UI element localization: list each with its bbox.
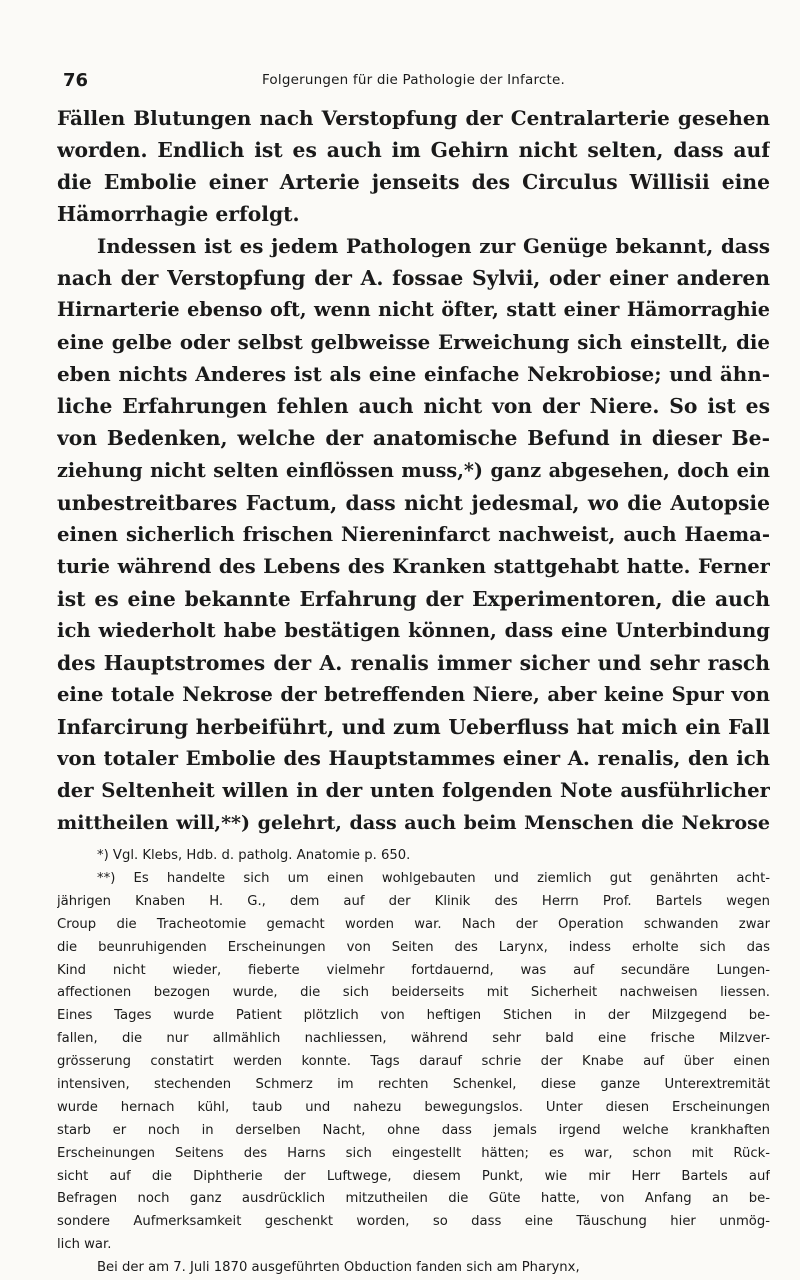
text-line: ich wiederholt habe bestätigen können, dass eine Unterbindung bbox=[57, 618, 770, 642]
text-line: liche Erfahrungen fehlen auch nicht von der Niere. So ist es bbox=[57, 394, 770, 419]
text-line: eine totale Nekrose der betreffenden Niere, aber keine Spur von bbox=[57, 682, 770, 706]
footnote-line: fallen, die nur allmählich nachliessen, während sehr bald eine frische Milzver- bbox=[57, 1031, 770, 1047]
footnote-line: intensiven, stechenden Schmerz im rechten Schenkel, diese ganze Unterextremität bbox=[57, 1076, 770, 1092]
text-line: turie während des Lebens des Kranken stattgehabt hatte. Ferner bbox=[57, 554, 770, 578]
footnote-line: sicht auf die Diphtherie der Luftwege, diesem Punkt, wie mir Herr Bartels auf bbox=[57, 1168, 770, 1184]
main-text bbox=[57, 102, 770, 839]
footnote-line: wurde hernach kühl, taub und nahezu bewegungslos. Unter diesen Erscheinungen bbox=[57, 1099, 770, 1115]
footnote-line: **) Es handelte sich um einen wohlgebauten und ziemlich gut genährten acht- bbox=[97, 870, 770, 886]
footnotes bbox=[57, 845, 770, 1280]
text-line: der Seltenheit willen in der unten folgenden Note ausführlicher bbox=[57, 778, 770, 802]
footnote-line: jährigen Knaben H. G., dem auf der Klinik des Herrn Prof. Bartels wegen bbox=[57, 893, 770, 909]
footnote-line: Bei der am 7. Juli 1870 ausgeführten Obduction fanden sich am Pharynx, bbox=[97, 1260, 580, 1276]
text-line: nach der Verstopfung der A. fossae Sylvii, oder einer anderen bbox=[57, 266, 770, 291]
text-line: einen sicherlich frischen Niereninfarct nachweist, auch Haema- bbox=[57, 522, 770, 546]
text-line: unbestreitbares Factum, dass nicht jedesmal, wo die Autopsie bbox=[57, 490, 770, 515]
text-line: ziehung nicht selten einflössen muss,*) ganz abgesehen, doch ein bbox=[57, 458, 770, 482]
text-line: von Bedenken, welche der anatomische Befund in dieser Be- bbox=[57, 426, 770, 451]
footnote-line: Eines Tages wurde Patient plötzlich von heftigen Stichen in der Milzgegend be- bbox=[57, 1008, 770, 1024]
footnote-line: Kind nicht wieder, fieberte vielmehr fortdauernd, was auf secundäre Lungen- bbox=[57, 962, 770, 978]
text-line: von totaler Embolie des Hauptstammes einer A. renalis, den ich bbox=[57, 746, 770, 770]
text-line: Hirnarterie ebenso oft, wenn nicht öfter, statt einer Hämorraghie bbox=[57, 298, 770, 322]
text-line: Indessen ist es jedem Pathologen zur Genüge bekannt, dass bbox=[97, 234, 770, 259]
text-line: worden. Endlich ist es auch im Gehirn nicht selten, dass auf bbox=[57, 138, 770, 163]
footnote-line: Befragen noch ganz ausdrücklich mitzutheilen die Güte hatte, von Anfang an be- bbox=[57, 1191, 770, 1207]
footnote-line: die beunruhigenden Erscheinungen von Seiten des Larynx, indess erholte sich das bbox=[57, 939, 770, 955]
footnote-line: Erscheinungen Seitens des Harns sich eingestellt hätten; es war, schon mit Rück- bbox=[57, 1145, 770, 1161]
text-line: ist es eine bekannte Erfahrung der Experimentoren, die auch bbox=[57, 586, 770, 611]
page-header bbox=[57, 70, 770, 100]
text-line: des Hauptstromes der A. renalis immer sicher und sehr rasch bbox=[57, 650, 770, 675]
text-line: Hämorrhagie erfolgt. bbox=[57, 202, 300, 227]
page-number: 76 bbox=[63, 70, 89, 91]
footnote-line: grösserung constatirt werden konnte. Tags darauf schrie der Knabe auf über einen bbox=[57, 1054, 770, 1070]
text-line: Infarcirung herbeiführt, und zum Ueberfluss hat mich ein Fall bbox=[57, 714, 770, 739]
footnote-line: lich war. bbox=[57, 1237, 112, 1253]
text-line: eine gelbe oder selbst gelbweisse Erweichung sich einstellt, die bbox=[57, 330, 770, 355]
footnote-line: Croup die Tracheotomie gemacht worden war. Nach der Operation schwanden zwar bbox=[57, 916, 770, 932]
running-title: Folgerungen für die Pathologie der Infarcte. bbox=[261, 72, 566, 88]
footnote-line: *) Vgl. Klebs, Hdb. d. patholg. Anatomie p. 650. bbox=[97, 848, 411, 864]
text-line: Fällen Blutungen nach Verstopfung der Centralarterie gesehen bbox=[57, 106, 770, 130]
book-page bbox=[57, 70, 770, 1280]
footnote-line: affectionen bezogen wurde, die sich beiderseits mit Sicherheit nachweisen liessen. bbox=[57, 985, 770, 1001]
footnote-line: sondere Aufmerksamkeit geschenkt worden, so dass eine Täuschung hier unmög- bbox=[57, 1214, 770, 1230]
footnote-line: starb er noch in derselben Nacht, ohne dass jemals irgend welche krankhaften bbox=[57, 1122, 770, 1138]
text-line: mittheilen will,**) gelehrt, dass auch beim Menschen die Nekrose bbox=[57, 811, 770, 835]
text-line: eben nichts Anderes ist als eine einfache Nekrobiose; und ähn- bbox=[57, 362, 770, 387]
text-line: die Embolie einer Arterie jenseits des Circulus Willisii eine bbox=[57, 170, 770, 195]
